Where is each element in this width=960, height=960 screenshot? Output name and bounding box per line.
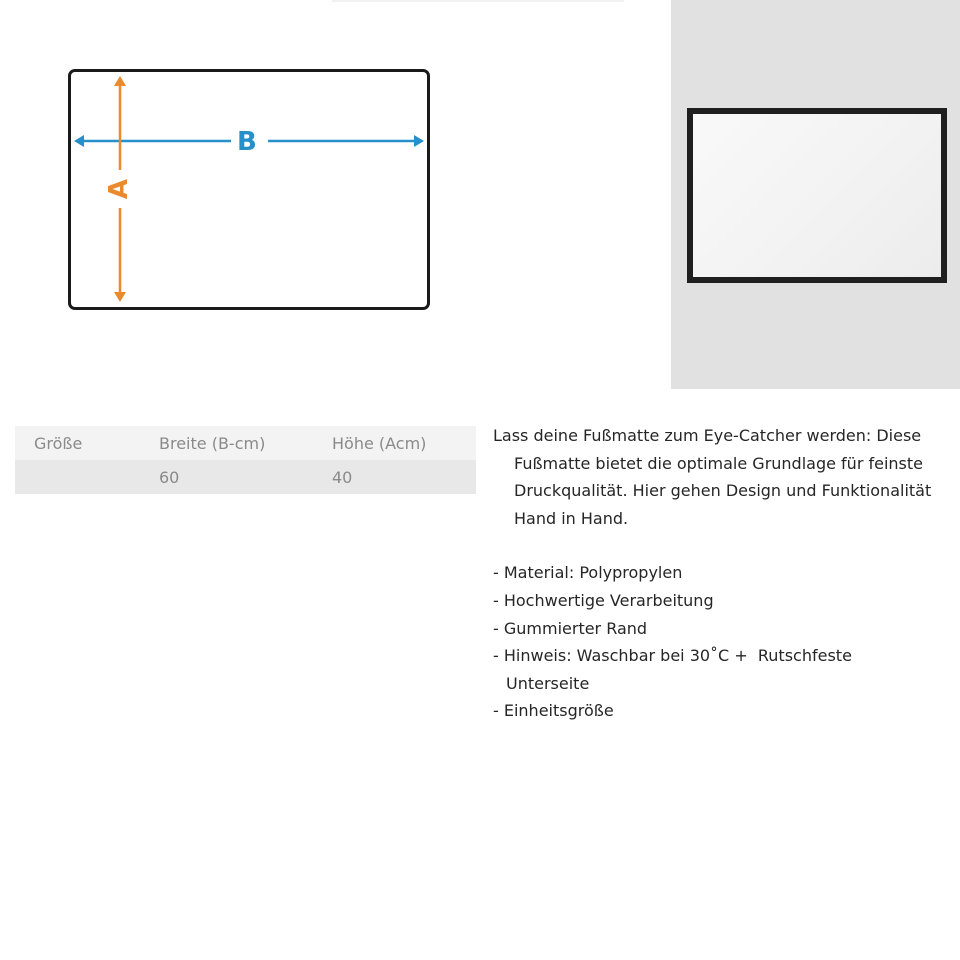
cell-width: 60 (159, 467, 180, 487)
width-arrow-left-head (74, 135, 84, 147)
feature-quality: - Hochwertige Verarbeitung (493, 590, 714, 610)
cell-height: 40 (332, 467, 353, 487)
dimension-diagram (0, 0, 500, 340)
table-row (15, 460, 476, 494)
header-height: Höhe (Acm) (332, 433, 427, 453)
size-table (15, 426, 476, 494)
feature-material: - Material: Polypropylen (493, 563, 683, 583)
width-arrow-right-head (414, 135, 424, 147)
description-intro: Lass deine Fußmatte zum Eye-Catcher werden: Diese Fußmatte bietet die optimale Grundlage für feinste Druckqualität. Hier gehen Design und Funktionalität Hand in Hand. (493, 426, 932, 528)
product-preview-panel (671, 0, 960, 389)
product-description (493, 422, 953, 725)
height-label-a: A (104, 178, 134, 200)
feature-care-note: - Hinweis: Waschbar bei 30˚C + Rutschfeste (493, 646, 852, 666)
height-arrow-top-head (114, 76, 126, 86)
height-arrow-bottom-head (114, 292, 126, 302)
feature-list (493, 559, 953, 725)
width-label-b: B (237, 127, 257, 157)
dimension-arrows (0, 0, 500, 340)
feature-unit-size: - Einheitsgröße (493, 701, 614, 721)
feature-edge: - Gummierter Rand (493, 618, 648, 638)
header-width: Breite (B-cm) (159, 433, 266, 453)
doormat-preview-image (687, 108, 947, 283)
header-size: Größe (34, 433, 83, 453)
size-table-header (15, 426, 476, 460)
feature-care-note-continued: Unterseite (506, 673, 590, 693)
